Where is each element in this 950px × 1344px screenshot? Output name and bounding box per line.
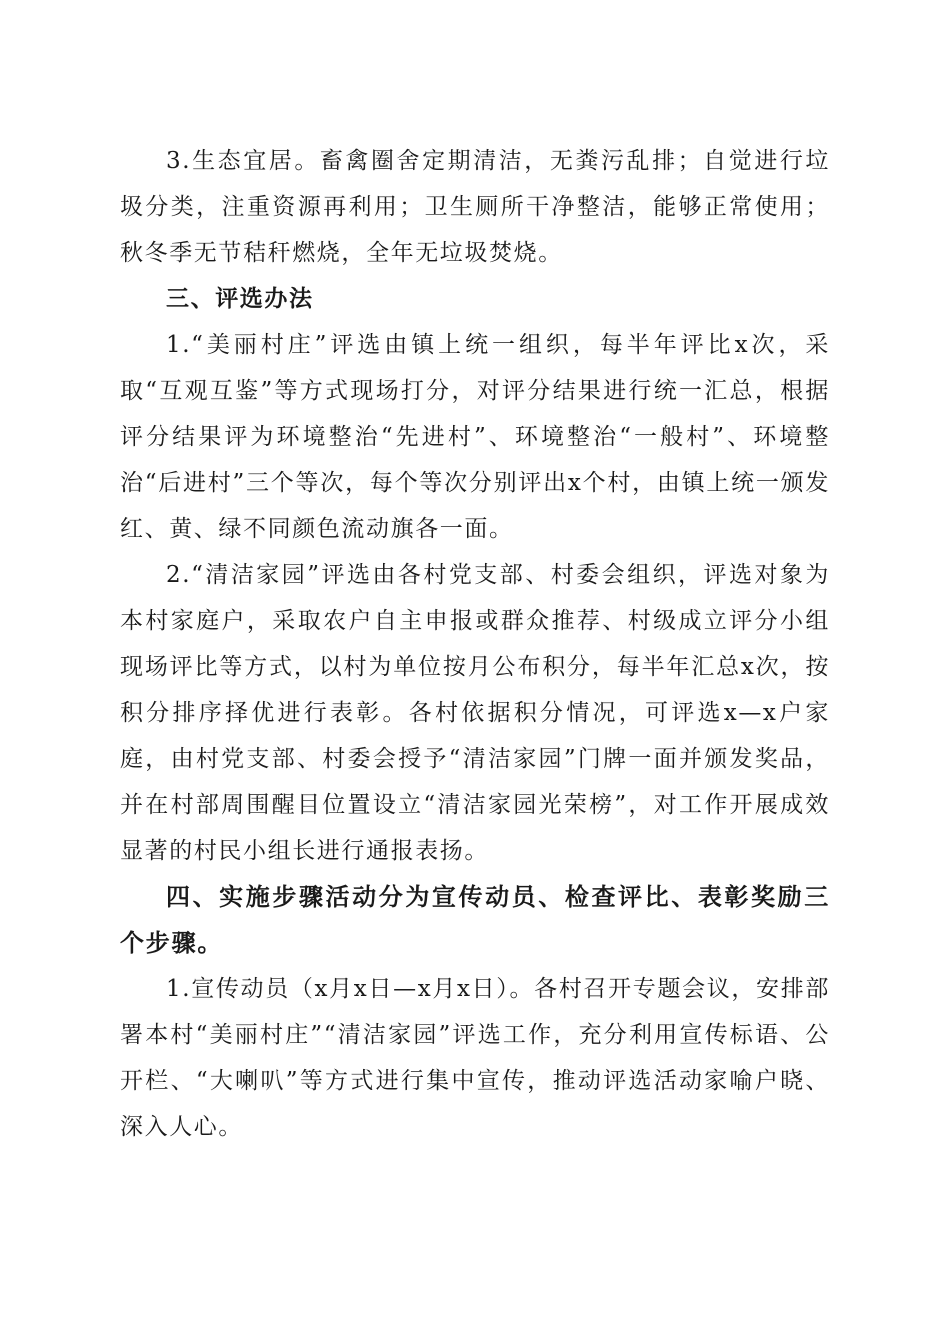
paragraph-ecological-living: 3.生态宜居。畜禽圈舍定期清洁，无粪污乱排；自觉进行垃圾分类，注重资源再利用；卫生厕所干净整洁，能够正常使用；秋冬季无节秸秆燃烧，全年无垃圾焚烧。 (120, 148, 830, 266)
paragraph-publicity-mobilization: 1.宣传动员（x月x日—x月x日）。各村召开专题会议，安排部署本村“美丽村庄”“清洁家园”评选工作，充分利用宣传标语、公开栏、“大喇叭”等方式进行集中宣传，推动评选活动家喻户晓、深入人心。 (120, 976, 830, 1140)
section-heading-selection-method: 三、评选办法 (166, 286, 314, 312)
document-body (120, 138, 830, 1150)
section-heading-implementation-steps: 四、实施步骤活动分为宣传动员、检查评比、表彰奖励三个步骤。 (120, 883, 830, 957)
paragraph-beautiful-village: 1.“美丽村庄”评选由镇上统一组织，每半年评比x次，采取“互观互鉴”等方式现场打分，对评分结果进行统一汇总，根据评分结果评为环境整治“先进村”、环境整治“一般村”、环境整治“后进村”三个等次，每个等次分别评出x个村，由镇上统一颁发红、黄、绿不同颜色流动旗各一面。 (120, 332, 830, 542)
paragraph-clean-homestead: 2.“清洁家园”评选由各村党支部、村委会组织，评选对象为本村家庭户，采取农户自主申报或群众推荐、村级成立评分小组现场评比等方式，以村为单位按月公布积分，每半年汇总x次，按积分排序择优进行表彰。各村依据积分情况，可评选x—x户家庭，由村党支部、村委会授予“清洁家园”门牌一面并颁发奖品，并在村部周围醒目位置设立“清洁家园光荣榜”，对工作开展成效显著的村民小组长进行通报表扬。 (120, 562, 830, 864)
